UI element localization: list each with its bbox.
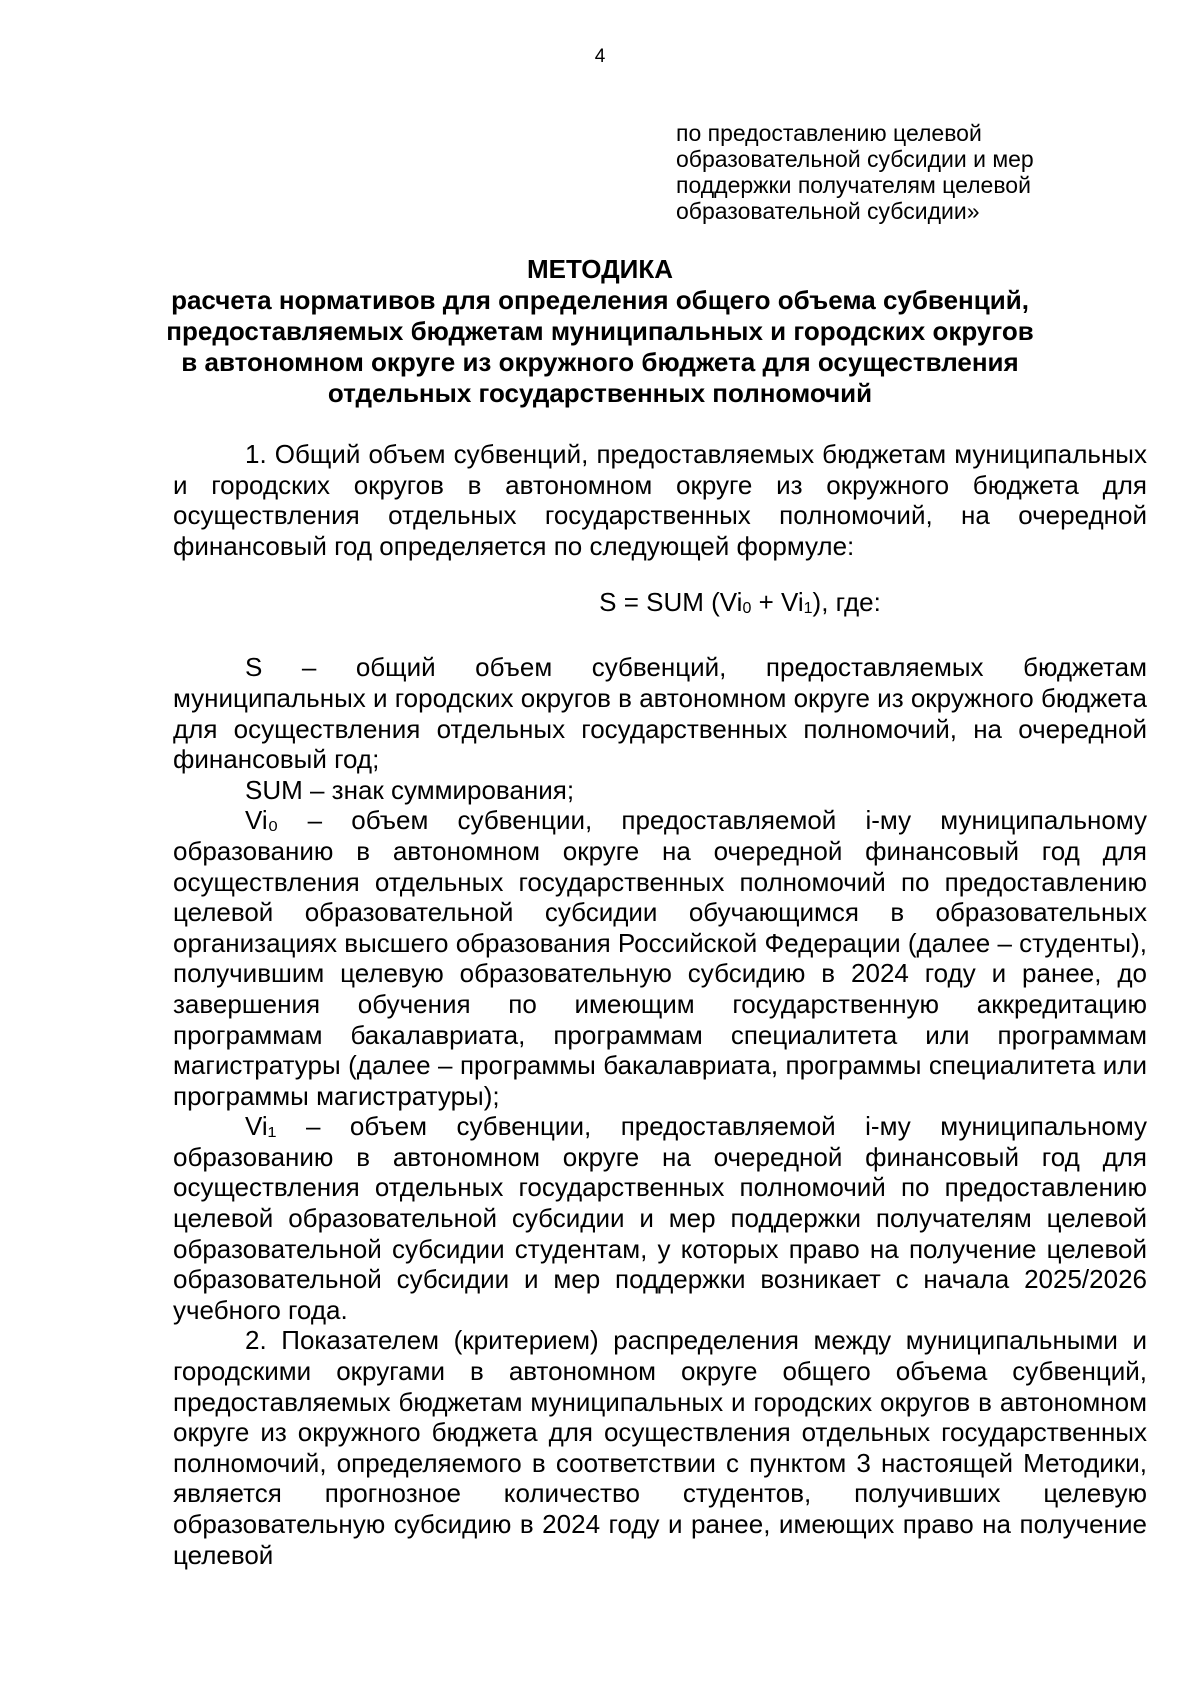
header-note <box>676 120 1136 224</box>
formula-middle: + Vi <box>751 587 804 618</box>
paragraph-1: 1. Общий объем субвенций, предоставляемых бюджетам муниципальных и городских округов в автономном округе из окружного бюджета для осуществления отдельных государственных полномочий, на очередной финансовый год определяется по следующей формуле: <box>173 439 1147 561</box>
title-heading: МЕТОДИКА <box>527 254 673 284</box>
document-body <box>173 439 1147 1570</box>
title-subtitle-line: предоставляемых бюджетам муниципальных и городских округов <box>166 316 1034 346</box>
page-number: 4 <box>594 46 606 67</box>
definition-s: S – общий объем субвенций, предоставляемых бюджетам муниципальных и городских округов в автономном округе из окружного бюджета для осуществления отдельных государственных полномочий, на очередной финансовый год; <box>173 652 1148 775</box>
header-note-line: образовательной субсидии» <box>676 198 980 224</box>
definition-sum: SUM – знак суммирования; <box>245 774 575 805</box>
definition-vi1: Vi₁ – объем субвенции, предоставляемой i-му муниципальному образованию в автономном округе на очередной финансовый год для осуществления отдельных государственных полномочий по предоставлению целевой образовательной субсидии и мер поддержки получателям целевой образовательной субсидии студентам, у которых право на получение целевой образовательной субсидии и мер поддержки возникает с начала 2025/2026 учебного года. <box>173 1111 1147 1325</box>
formula-subscript-1: 1 <box>803 600 813 618</box>
formula-prefix: S = SUM (Vi <box>599 587 743 618</box>
definition-vi0: Vi₀ – объем субвенции, предоставляемой i-му муниципальному образованию в автономном округе на очередной финансовый год для осуществления отдельных государственных полномочий по предоставлению целевой образовательной субсидии обучающимся в образовательных организациях высшего образования Российской Федерации (далее – студенты), получившим целевую образовательную субсидию в 2024 году и ранее, до завершения обучения по имеющим государственную аккредитацию программам бакалавриата, программам специалитета или программам магистратуры (далее – программы бакалавриата, программы специалитета или программы магистратуры); <box>173 805 1147 1111</box>
header-note-line: поддержки получателям целевой <box>676 172 1031 198</box>
header-note-line: образовательной субсидии и мер <box>676 146 1034 172</box>
paragraph-2: 2. Показателем (критерием) распределения между муниципальными и городскими округами в автономном округе общего объема субвенций, предоставляемых бюджетам муниципальных и городских округов в автономном округе из окружного бюджета для осуществления отдельных государственных полномочий, определяемого в соответствии с пунктом 3 настоящей Методики, является прогнозное количество студентов, получивших целевую образовательную субсидию в 2024 году и ранее, имеющих право на получение целевой <box>173 1325 1147 1570</box>
formula <box>173 587 1147 622</box>
document-title <box>100 254 1100 409</box>
title-subtitle-line: в автономном округе из окружного бюджета для осуществления <box>181 347 1019 377</box>
formula-subscript-0: 0 <box>742 600 752 618</box>
title-subtitle-line: отдельных государственных полномочий <box>327 378 873 408</box>
title-subtitle-line: расчета нормативов для определения общего объема субвенций, <box>171 285 1029 315</box>
formula-suffix: ), где: <box>812 587 881 618</box>
header-note-line: по предоставлению целевой <box>676 120 982 146</box>
